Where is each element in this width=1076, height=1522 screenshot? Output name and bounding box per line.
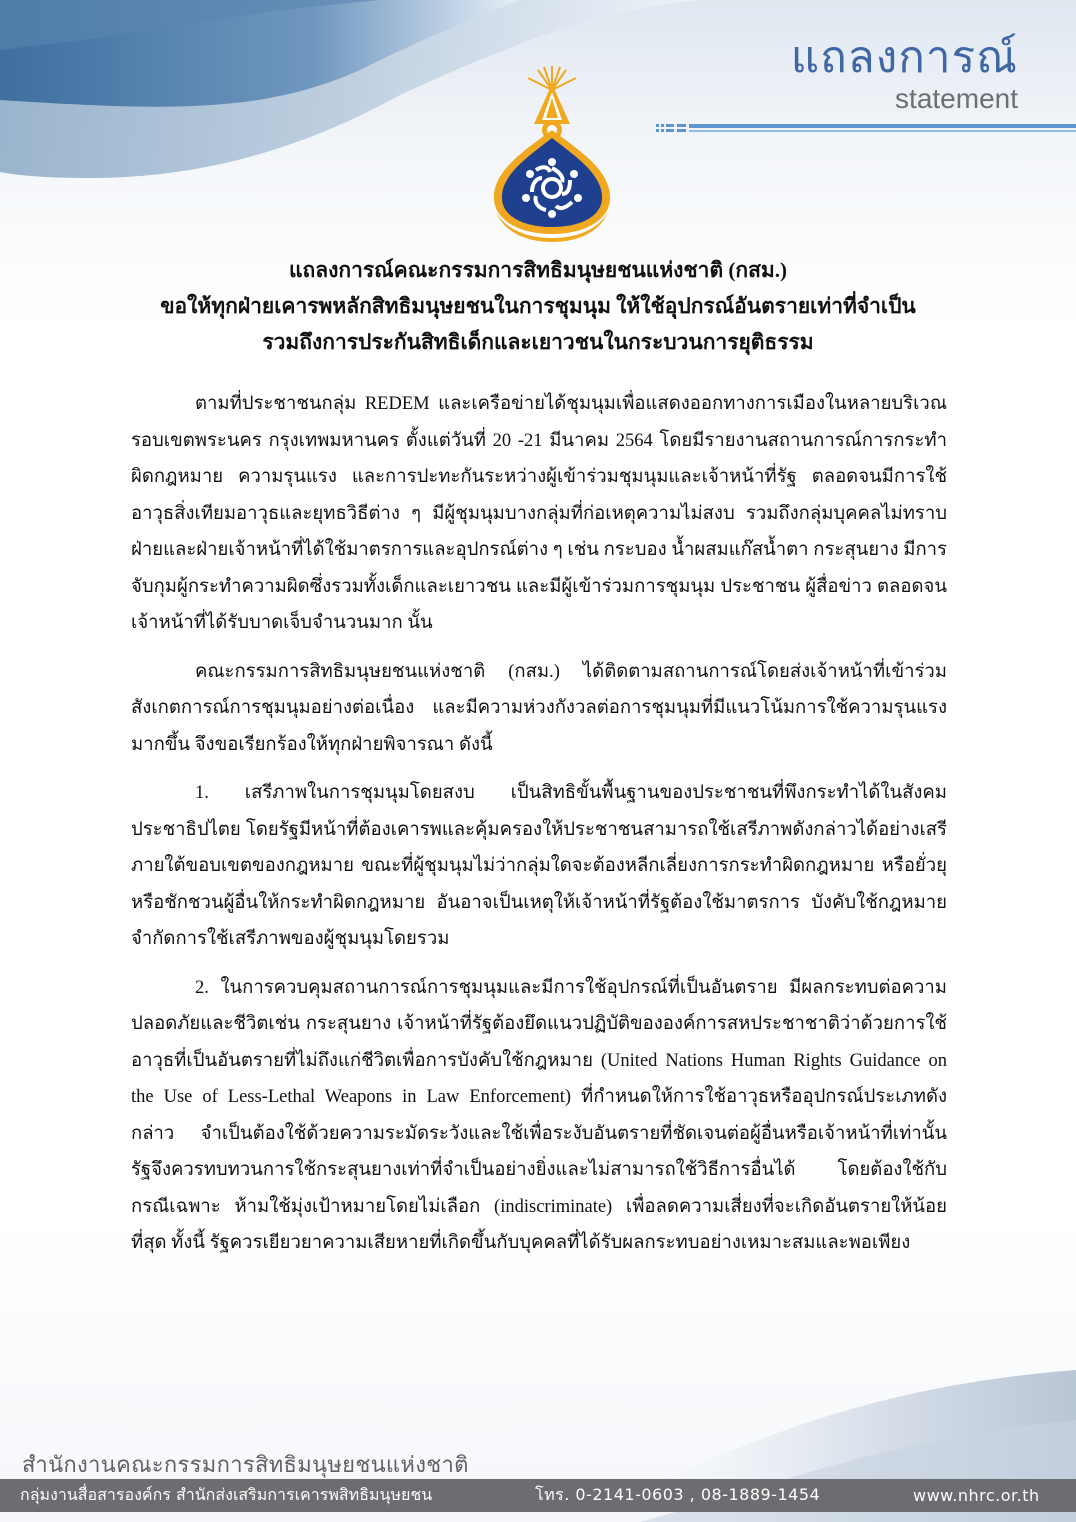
brand-title-thai: แถลงการณ์ — [790, 32, 1018, 83]
nhrc-emblem-icon — [482, 62, 622, 242]
paragraph-point-1: 1. เสรีภาพในการชุมนุมโดยสงบ เป็นสิทธิขั้นพื้นฐานของประชาชนที่พึงกระทำได้ในสังคมประชาธิปไตย โดยรัฐมีหน้าที่ต้องเคารพและคุ้มครองให้ประชาชนสามารถใช้เสรีภาพดังกล่าวได้อย่างเสรีภายใต้ขอบเขตของกฎหมาย ขณะที่ผู้ชุมนุมไม่ว่ากลุ่มใดจะต้องหลีกเลี่ยงการกระทำผิดกฎหมาย หรือยั่วยุหรือชักชวนผู้อื่นให้กระทำผิดกฎหมาย อันอาจเป็นเหตุให้เจ้าหน้าที่รัฐต้องใช้มาตรการ บังคับใช้กฎหมายจำกัดการใช้เสรีภาพของผู้ชุมนุมโดยรวม — [131, 783, 947, 949]
divider-line — [689, 130, 1076, 132]
brand-title-english: statement — [895, 83, 1018, 114]
divider-dash — [666, 129, 674, 132]
footer-website-link[interactable]: www.nhrc.or.th — [913, 1486, 1040, 1505]
paragraph-point-2: 2. ในการควบคุมสถานการณ์การชุมนุมและมีการใช้อุปกรณ์ที่เป็นอันตราย มีผลกระทบต่อความปลอดภัยและชีวิตเช่น กระสุนยาง เจ้าหน้าที่รัฐต้องยึดแนวปฏิบัติขององค์การสหประชาชาติว่าด้วยการใช้อาวุธที่เป็นอันตรายที่ไม่ถึงแก่ชีวิตเพื่อการบังคับใช้กฎหมาย (United Nations Human Rights Guidance on the Use of Less-Lethal Weapons in Law Enforcement) ที่กำหนดให้การใช้อาวุธหรืออุปกรณ์ประเภทดังกล่าว จำเป็นต้องใช้ด้วยความระมัดระวังและใช้เพื่อระงับอันตรายที่ชัดเจนต่อผู้อื่นหรือเจ้าหน้าที่เท่านั้น รัฐจึงควรทบทวนการใช้กระสุนยางเท่าที่จำเป็นอย่างยิ่งและไม่สามารถใช้วิธีการอื่นได้ โดยต้องใช้กับกรณีเฉพาะ ห้ามใช้มุ่งเป้าหมายโดยไม่เลือก (indiscriminate) เพื่อลดความเสี่ยงที่จะเกิดอันตรายให้น้อยที่สุด ทั้งนี้ รัฐควรเยียวยาความเสียหายที่เกิดขึ้นกับบุคคลที่ได้รับผลกระทบอย่างเหมาะสมและพอเพียง — [131, 977, 947, 1253]
divider-dot — [661, 129, 664, 132]
divider-line — [689, 124, 1076, 128]
brand-divider — [656, 122, 1076, 134]
divider-dash — [677, 124, 686, 127]
divider-dash — [677, 129, 686, 132]
footer-department: กลุ่มงานสื่อสารองค์กร สำนักส่งเสริมการเคารพสิทธิมนุษยชน — [20, 1485, 433, 1504]
paragraph-background: ตามที่ประชาชนกลุ่ม REDEM และเครือข่ายได้ชุมนุมเพื่อแสดงออกทางการเมืองในหลายบริเวณรอบเขตพระนคร กรุงเทพมหานคร ตั้งแต่วันที่ 20 -21 มีนาคม 2564 โดยมีรายงานสถานการณ์การกระทำผิดกฎหมาย ความรุนแรง และการปะทะกันระหว่างผู้เข้าร่วมชุมนุมและเจ้าหน้าที่รัฐ ตลอดจนมีการใช้อาวุธสิ่งเทียมอาวุธและยุทธวิธีต่าง ๆ มีผู้ชุมนุมบางกลุ่มที่ก่อเหตุความไม่สงบ รวมถึงกลุ่มบุคคลไม่ทราบฝ่ายและฝ่ายเจ้าหน้าที่ได้ใช้มาตรการและอุปกรณ์ต่าง ๆ เช่น กระบอง น้ำผสมแก๊สน้ำตา กระสุนยาง มีการจับกุมผู้กระทำความผิดซึ่งรวมทั้งเด็กและเยาวชน และมีผู้เข้าร่วมการชุมนุม ประชาชน ผู้สื่อข่าว ตลอดจนเจ้าหน้าที่ได้รับบาดเจ็บจำนวนมาก นั้น — [131, 394, 947, 633]
statement-title — [0, 252, 1076, 360]
title-line-1: แถลงการณ์คณะกรรมการสิทธิมนุษยชนแห่งชาติ (กสม.) — [289, 258, 787, 282]
footer-contact-bar — [0, 1479, 1076, 1512]
footer-phone: โทร. 0-2141-0603 , 08-1889-1454 — [535, 1485, 821, 1504]
title-line-3: รวมถึงการประกันสิทธิเด็กและเยาวชนในกระบวนการยุติธรรม — [262, 330, 814, 354]
divider-dot — [661, 124, 664, 127]
title-line-2: ขอให้ทุกฝ่ายเคารพหลักสิทธิมนุษยชนในการชุมนุม ให้ใช้อุปกรณ์อันตรายเท่าที่จำเป็น — [160, 294, 916, 318]
divider-dash — [666, 124, 674, 127]
divider-dot — [656, 124, 659, 127]
brand-heading — [791, 34, 1018, 114]
footer-organization: สำนักงานคณะกรรมการสิทธิมนุษยชนแห่งชาติ — [22, 1453, 469, 1478]
divider-dot — [656, 129, 659, 132]
statement-body — [131, 386, 947, 1274]
paragraph-nhrc-position: คณะกรรมการสิทธิมนุษยชนแห่งชาติ (กสม.) ได้ติดตามสถานการณ์โดยส่งเจ้าหน้าที่เข้าร่วมสังเกตการณ์การชุมนุมอย่างต่อเนื่อง และมีความห่วงกังวลต่อการชุมนุมที่มีแนวโน้มการใช้ความรุนแรงมากขึ้น จึงขอเรียกร้องให้ทุกฝ่ายพิจารณา ดังนี้ — [131, 661, 947, 755]
